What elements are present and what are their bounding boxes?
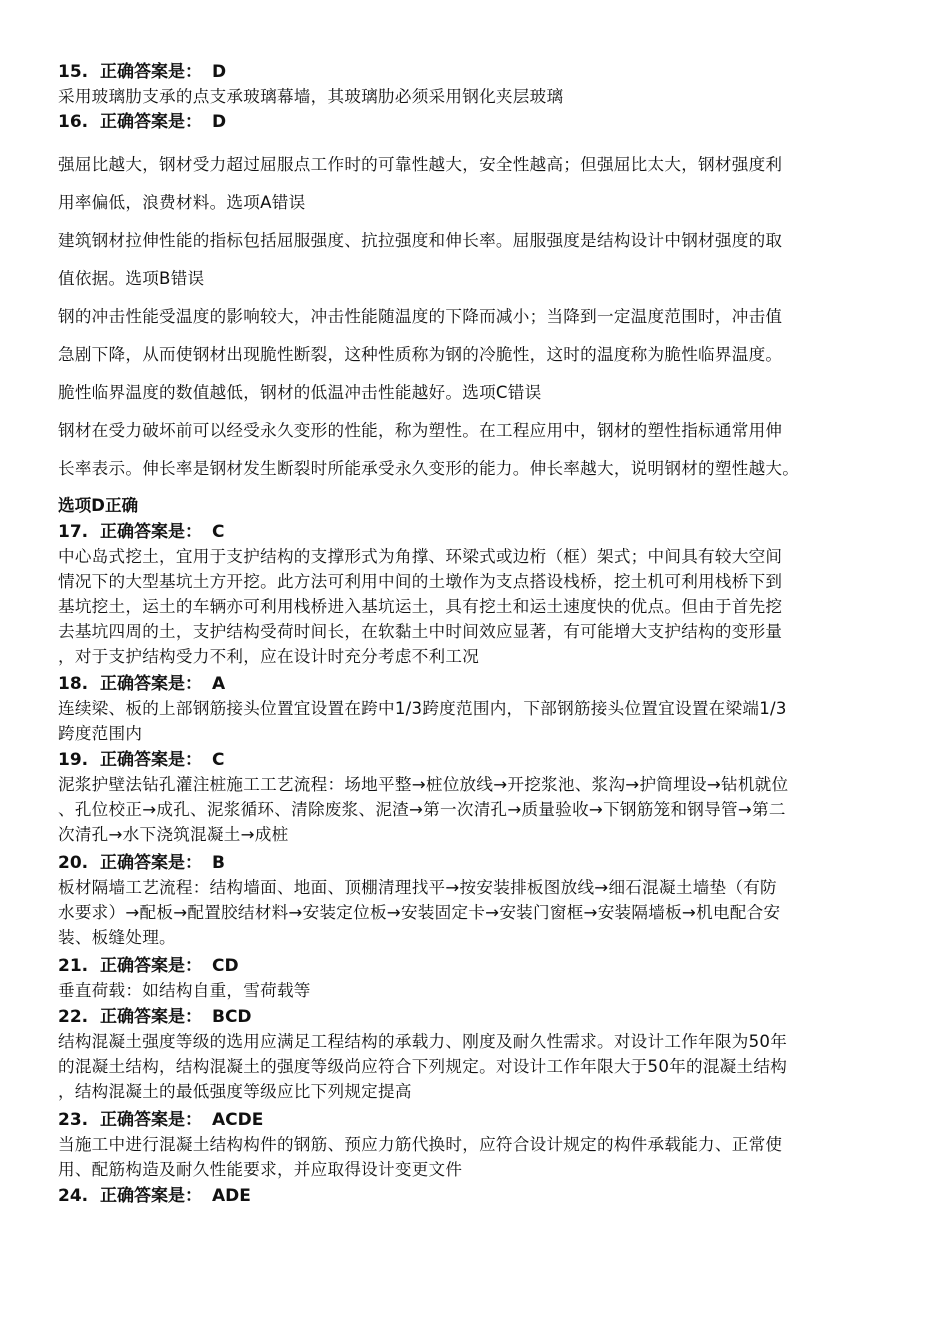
- explanation-line: 建筑钢材拉伸性能的指标包括屈服强度、抗拉强度和伸长率。屈服强度是结构设计中钢材强度的取: [58, 231, 783, 250]
- explanation-line: 连续梁、板的上部钢筋接头位置宜设置在跨中1/3跨度范围内，下部钢筋接头位置宜设置在梁端1/3: [58, 699, 787, 718]
- answer-label: 正确答案是：: [100, 1186, 202, 1206]
- answer-label: 正确答案是：: [100, 1007, 202, 1027]
- correct-answer: ADE: [212, 1186, 251, 1206]
- explanation-line: 钢的冲击性能受温度的影响较大，冲击性能随温度的下降而减小；当降到一定温度范围时，冲击值: [58, 307, 783, 326]
- answer-label: 正确答案是：: [100, 674, 202, 694]
- explanation-line: 当施工中进行混凝土结构构件的钢筋、预应力筋代换时，应符合设计规定的构件承载能力、正常使: [58, 1135, 783, 1154]
- correct-answer: CD: [212, 956, 239, 976]
- conclusion-text: 选项D正确: [58, 496, 139, 515]
- correct-answer: A: [212, 674, 226, 694]
- explanation-line: 钢材在受力破坏前可以经受永久变形的性能，称为塑性。在工程应用中，钢材的塑性指标通常用伸: [58, 421, 783, 440]
- explanation-line: 泥浆护壁法钻孔灌注桩施工工艺流程：场地平整→桩位放线→开挖浆池、浆沟→护筒埋设→钻机就位: [58, 775, 789, 794]
- explanation-line: 强屈比越大，钢材受力超过屈服点工作时的可靠性越大，安全性越高；但强屈比太大，钢材强度利: [58, 155, 783, 174]
- explanation: [58, 875, 894, 950]
- explanation-line: ，对于支护结构受力不利，应在设计时充分考虑不利工况: [58, 647, 480, 666]
- answer-item-22: [58, 1005, 894, 1104]
- correct-answer: D: [212, 112, 227, 132]
- explanation-line: 结构混凝土强度等级的选用应满足工程结构的承载力、刚度及耐久性需求。对设计工作年限为50年: [58, 1032, 788, 1051]
- answer-label: 正确答案是：: [100, 62, 202, 82]
- answer-label: 正确答案是：: [100, 522, 202, 542]
- answer-label: 正确答案是：: [100, 956, 202, 976]
- answer-item-18: [58, 672, 894, 746]
- explanation-line: 脆性临界温度的数值越低，钢材的低温冲击性能越好。选项C错误: [58, 383, 542, 402]
- explanation-line: 情况下的大型基坑土方开挖。此方法可利用中间的土墩作为支点搭设栈桥，挖土机可利用栈桥下到: [58, 572, 783, 591]
- explanation-line: 长率表示。伸长率是钢材发生断裂时所能承受永久变形的能力。伸长率越大，说明钢材的塑性越大。: [58, 459, 800, 478]
- explanation-line: 采用玻璃肋支承的点支承玻璃幕墙，其玻璃肋必须采用钢化夹层玻璃: [58, 87, 564, 106]
- answer-heading: [58, 748, 894, 772]
- answer-item-21: [58, 954, 894, 1003]
- question-number: 23.: [58, 1110, 89, 1130]
- question-number: 22.: [58, 1007, 89, 1027]
- explanation: [58, 772, 894, 847]
- answer-heading: [58, 672, 894, 696]
- explanation-line: 的混凝土结构，结构混凝土的强度等级尚应符合下列规定。对设计工作年限大于50年的混凝土结构: [58, 1057, 788, 1076]
- explanation: [58, 978, 894, 1003]
- answer-item-19: [58, 748, 894, 847]
- answer-item-20: [58, 851, 894, 950]
- explanation-line: 垂直荷载：如结构自重，雪荷载等: [58, 981, 311, 1000]
- answer-label: 正确答案是：: [100, 853, 202, 873]
- explanation-line: 中心岛式挖土，宜用于支护结构的支撑形式为角撑、环梁式或边桁（框）架式；中间具有较大空间: [58, 547, 783, 566]
- explanation: [58, 84, 894, 109]
- answer-item-17: [58, 520, 894, 669]
- explanation-line: 用、配筋构造及耐久性能要求，并应取得设计变更文件: [58, 1160, 463, 1179]
- answer-heading: [58, 954, 894, 978]
- correct-answer: B: [212, 853, 225, 873]
- explanation: [58, 1029, 894, 1104]
- correct-answer: C: [212, 522, 225, 542]
- answer-item-16: [58, 110, 894, 488]
- explanation: [58, 146, 894, 488]
- question-number: 15.: [58, 62, 89, 82]
- correct-answer: ACDE: [212, 1110, 264, 1130]
- answer-heading: [58, 851, 894, 875]
- explanation-line: 去基坑四周的土，支护结构受荷时间长，在软黏土中时间效应显著，有可能增大支护结构的变形量: [58, 622, 783, 641]
- answer-label: 正确答案是：: [100, 750, 202, 770]
- answer-heading: [58, 1184, 894, 1208]
- explanation: [58, 544, 894, 669]
- explanation-line: 基坑挖土，运土的车辆亦可利用栈桥进入基坑运土，具有挖土和运土速度快的优点。但由于首先挖: [58, 597, 783, 616]
- answer-item-23: [58, 1108, 894, 1182]
- question-number: 19.: [58, 750, 89, 770]
- answer-item-15: [58, 60, 894, 109]
- explanation-line: 值依据。选项B错误: [58, 269, 205, 288]
- explanation-line: 水要求）→配板→配置胶结材料→安装定位板→安装固定卡→安装门窗框→安装隔墙板→机电配合安: [58, 903, 781, 922]
- answer-item-24: [58, 1184, 894, 1208]
- question-number: 17.: [58, 522, 89, 542]
- explanation-line: 跨度范围内: [58, 724, 143, 743]
- explanation-line: 急剧下降，从而使钢材出现脆性断裂，这种性质称为钢的冷脆性，这时的温度称为脆性临界温度。: [58, 345, 783, 364]
- explanation-line: 用率偏低，浪费材料。选项A错误: [58, 193, 306, 212]
- correct-answer: D: [212, 62, 227, 82]
- question-number: 21.: [58, 956, 89, 976]
- question-number: 18.: [58, 674, 89, 694]
- explanation-line: 装、板缝处理。: [58, 928, 176, 947]
- explanation: [58, 1132, 894, 1182]
- question-number: 16.: [58, 112, 89, 132]
- answer-label: 正确答案是：: [100, 1110, 202, 1130]
- explanation: [58, 696, 894, 746]
- answer-heading: [58, 520, 894, 544]
- answer-label: 正确答案是：: [100, 112, 202, 132]
- question-number: 20.: [58, 853, 89, 873]
- correct-answer: C: [212, 750, 225, 770]
- answer-heading: [58, 110, 894, 134]
- explanation-line: ，结构混凝土的最低强度等级应比下列规定提高: [58, 1082, 412, 1101]
- explanation-line: 板材隔墙工艺流程：结构墙面、地面、顶棚清理找平→按安装排板图放线→细石混凝土墙垫（有防: [58, 878, 777, 897]
- explanation-line: 、孔位校正→成孔、泥浆循环、清除废浆、泥渣→第一次清孔→质量验收→下钢筋笼和钢导管→第二: [58, 800, 786, 819]
- correct-answer: BCD: [212, 1007, 252, 1027]
- answer-heading: [58, 60, 894, 84]
- explanation-line: 次清孔→水下浇筑混凝土→成桩: [58, 825, 289, 844]
- question-number: 24.: [58, 1186, 89, 1206]
- answer-heading: [58, 1005, 894, 1029]
- answer-heading: [58, 1108, 894, 1132]
